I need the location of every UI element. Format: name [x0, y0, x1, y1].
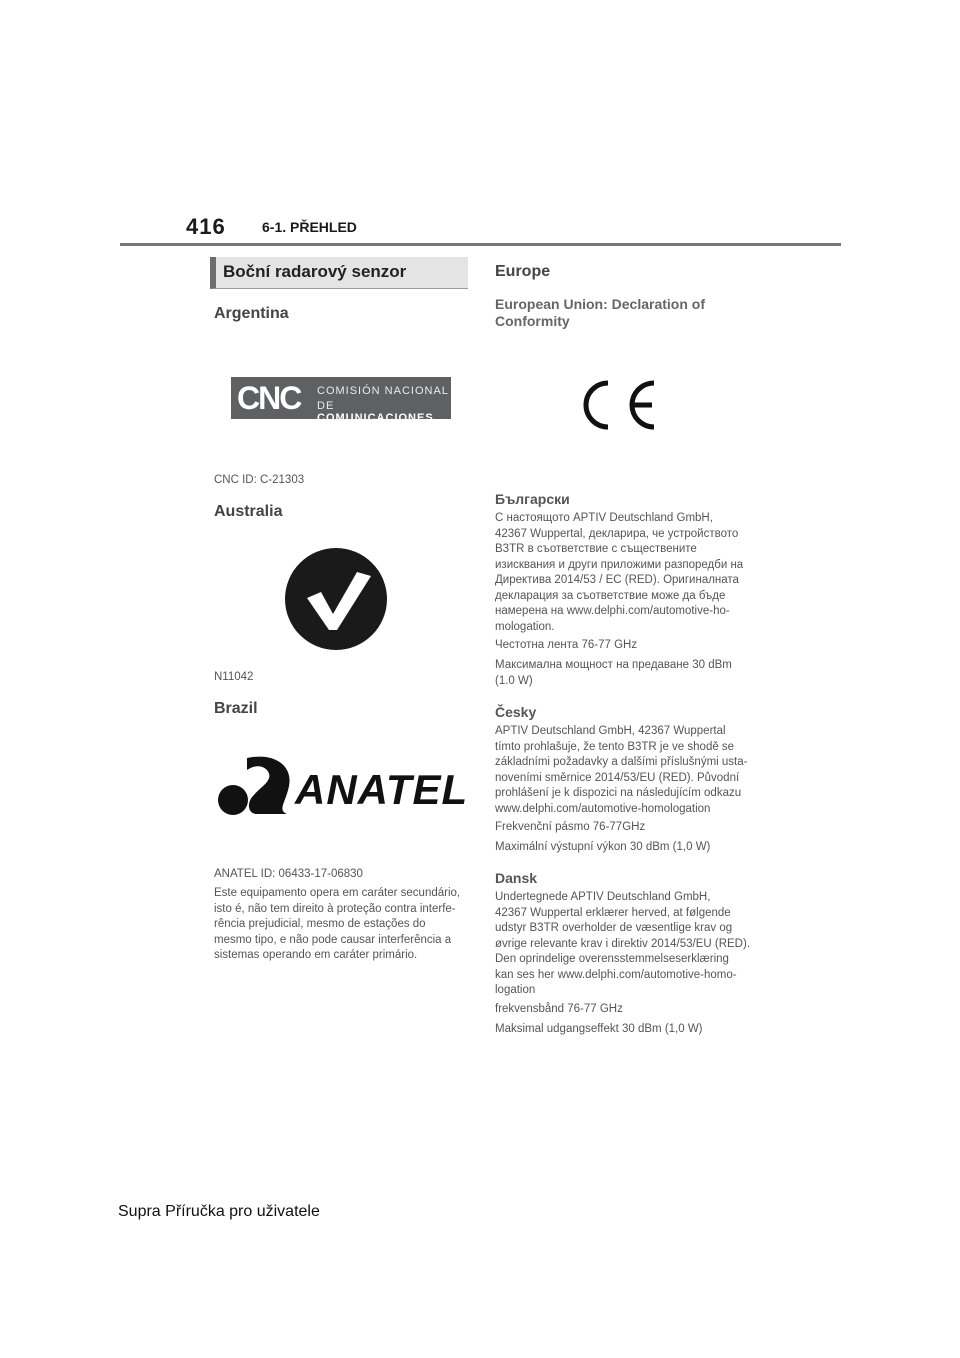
text-line: декларация за съответствие може да бъде — [495, 589, 726, 602]
rcm-tick-icon — [285, 548, 387, 650]
text-line: øvrige relevante krav i direktiv 2014/53/EU (RED). — [495, 937, 751, 950]
section-label: 6-1. PŘEHLED — [262, 219, 357, 235]
heading-australia: Australia — [214, 503, 283, 520]
heading-bulgarian: Български — [495, 491, 570, 507]
heading-europe: Europe — [495, 263, 551, 280]
heading-czech: Česky — [495, 704, 537, 720]
text-line: kan ses her www.delphi.com/automotive-homo- — [495, 968, 737, 981]
eu-declaration-heading — [495, 296, 705, 330]
text-line: www.delphi.com/automotive-homologation — [495, 802, 711, 815]
text-line: Директива 2014/53 / EC (RED). Оригиналната — [495, 574, 739, 586]
bulgarian-band: Честотна лента 76-77 GHz — [495, 639, 638, 651]
text-line: Максимална мощност на предаване 30 dBm — [495, 659, 732, 671]
cnc-logo-line2: DE COMUNICACIONES — [317, 400, 434, 424]
text-line: prohlášení je k dispozici na následujícím odkazu — [495, 787, 742, 799]
text-line: noveními směrnice 2014/53/EU (RED). Původní — [495, 771, 740, 784]
text-line: Este equipamento opera em caráter secundário, — [214, 887, 461, 899]
text-line: изисквания и други приложими разпоредби на — [495, 558, 744, 571]
subheading-line: Conformity — [495, 313, 570, 329]
heading-argentina: Argentina — [214, 305, 289, 322]
bulgarian-declaration — [495, 511, 765, 635]
danish-power: Maksimal udgangseffekt 30 dBm (1,0 W) — [495, 1023, 703, 1035]
text-line: rência prejudicial, mesmo de estações do — [214, 918, 426, 930]
ce-mark-icon — [582, 377, 660, 433]
text-line: 42367 Wuppertal, декларира, че устройството — [495, 527, 739, 540]
text-line: udstyr B3TR overholder de væsentlige krav og — [495, 922, 733, 934]
text-line: Den oprindelige overensstemmelseserklæring — [495, 953, 729, 965]
anatel-id: ANATEL ID: 06433-17-06830 — [214, 868, 363, 880]
anatel-logo — [217, 752, 469, 818]
danish-declaration — [495, 890, 765, 999]
page-title-box — [210, 257, 468, 289]
brazil-notice — [214, 886, 468, 964]
text-line: намерена на www.delphi.com/automotive-ho- — [495, 605, 730, 617]
heading-danish: Dansk — [495, 870, 538, 886]
australia-id: N11042 — [214, 671, 254, 683]
text-line: B3TR в съответствие с съществените — [495, 543, 697, 555]
cnc-id: CNC ID: C-21303 — [214, 474, 305, 486]
cnc-logo-line1: COMISIÓN NACIONAL — [317, 385, 449, 397]
text-line: mesmo tipo, e não pode causar interferência a — [214, 933, 452, 946]
bulgarian-power — [495, 658, 732, 689]
text-line: základními požadavky a dalšími příslušnými usta- — [495, 756, 748, 768]
page-title: Boční radarový senzor — [223, 262, 407, 281]
text-line: Undertegnede APTIV Deutschland GmbH, — [495, 891, 711, 903]
cnc-logo-letters: CNC — [237, 380, 301, 416]
anatel-symbol-icon — [217, 752, 297, 818]
cnc-logo — [231, 377, 451, 424]
text-line: 42367 Wuppertal erklærer herved, at følgende — [495, 906, 731, 919]
text-line: tímto prohlašuje, že tento B3TR je ve shodě se — [495, 740, 735, 753]
danish-band: frekvensbånd 76-77 GHz — [495, 1003, 623, 1015]
heading-brazil: Brazil — [214, 700, 258, 717]
page-number: 416 — [186, 214, 226, 239]
text-line: isto é, não tem direito à proteção contra interfe- — [214, 902, 456, 915]
text-line: mologation. — [495, 620, 555, 633]
text-line: (1.0 W) — [495, 674, 533, 687]
text-line: sistemas operando em caráter primário. — [214, 949, 418, 961]
text-line: logation — [495, 984, 536, 996]
czech-declaration — [495, 724, 765, 817]
subheading-line: European Union: Declaration of — [495, 296, 706, 312]
text-line: APTIV Deutschland GmbH, 42367 Wuppertal — [495, 725, 726, 737]
anatel-logo-text: ANATEL — [295, 766, 469, 813]
footer-manual-title: Supra Příručka pro uživatele — [118, 1203, 320, 1220]
header-divider — [120, 243, 841, 246]
czech-power: Maximální výstupní výkon 30 dBm (1,0 W) — [495, 841, 711, 853]
czech-band: Frekvenční pásmo 76-77GHz — [495, 821, 646, 833]
text-line: С настоящото APTIV Deutschland GmbH, — [495, 512, 713, 524]
